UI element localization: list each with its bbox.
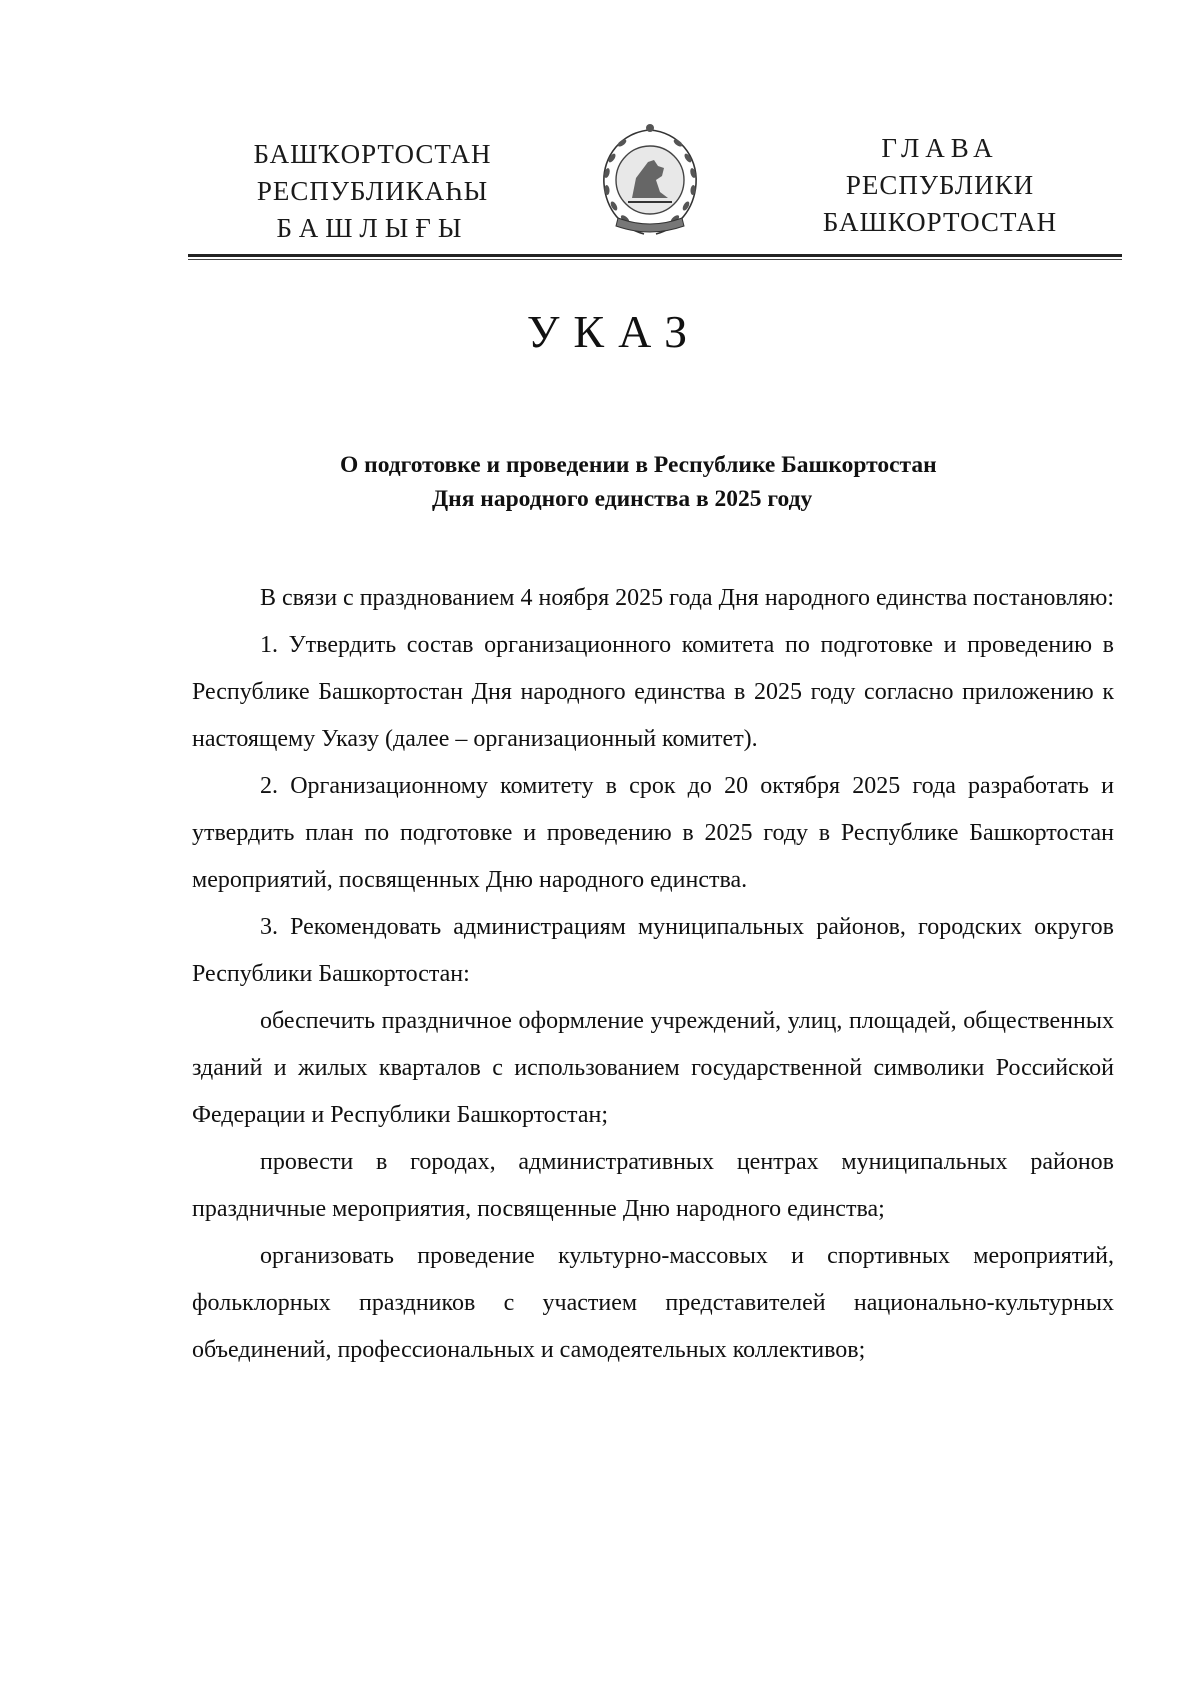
subject-line-1: О подготовке и проведении в Республике Башкортостан — [340, 452, 937, 478]
document-body — [192, 575, 1114, 1374]
header-divider-thick — [188, 254, 1122, 257]
paragraph-subitem-decoration: обеспечить праздничное оформление учреждений, улиц, площадей, общественных зданий и жилых кварталов с использованием государственной символики Российской Федерации и Республики Башкортостан; — [192, 1008, 1114, 1128]
subject-line-2: Дня народного единства в 2025 году — [432, 486, 813, 512]
header-right-line-1: ГЛАВА — [881, 133, 999, 163]
document-type-title: УКАЗ — [526, 306, 702, 357]
paragraph-item-2: 2. Организационному комитету в срок до 20 октября 2025 года разработать и утвердить план по подготовке и проведению в 2025 году в Республике Башкортостан мероприятий, посвященных Дню народного единства. — [192, 773, 1114, 893]
paragraph-subitem-events: провести в городах, административных центрах муниципальных районов праздничные мероприятия, посвященные Дню народного единства; — [192, 1149, 1114, 1222]
paragraph-subitem-culture: организовать проведение культурно-массовых и спортивных мероприятий, фольклорных праздников с участием представителей национально-культурных объединений, профессиональных и самодеятельных коллективов; — [192, 1243, 1114, 1363]
coat-of-arms-icon — [592, 118, 708, 246]
paragraph-preamble: В связи с празднованием 4 ноября 2025 года Дня народного единства постановляю: — [260, 585, 1114, 611]
header-right-russian — [780, 130, 1100, 241]
header-left-line-1: БАШҠОРТОСТАН — [253, 139, 492, 169]
header-right-line-3: БАШКОРТОСТАН — [822, 207, 1058, 237]
header-left-bashkir — [225, 136, 520, 247]
header-right-line-2: РЕСПУБЛИКИ — [845, 170, 1035, 200]
paragraph-item-3: 3. Рекомендовать администрациям муниципальных районов, городских округов Республики Башкортостан: — [192, 914, 1114, 987]
header-left-line-2: РЕСПУБЛИКАҺЫ — [256, 176, 489, 206]
paragraph-item-1: 1. Утвердить состав организационного комитета по подготовке и проведению в Республике Башкортостан Дня народного единства в 2025 году согласно приложению к настоящему Указу (далее – организационный комитет). — [192, 632, 1114, 752]
header-left-line-3: БАШЛЫҒЫ — [276, 213, 469, 243]
header-divider-thin — [188, 259, 1122, 260]
